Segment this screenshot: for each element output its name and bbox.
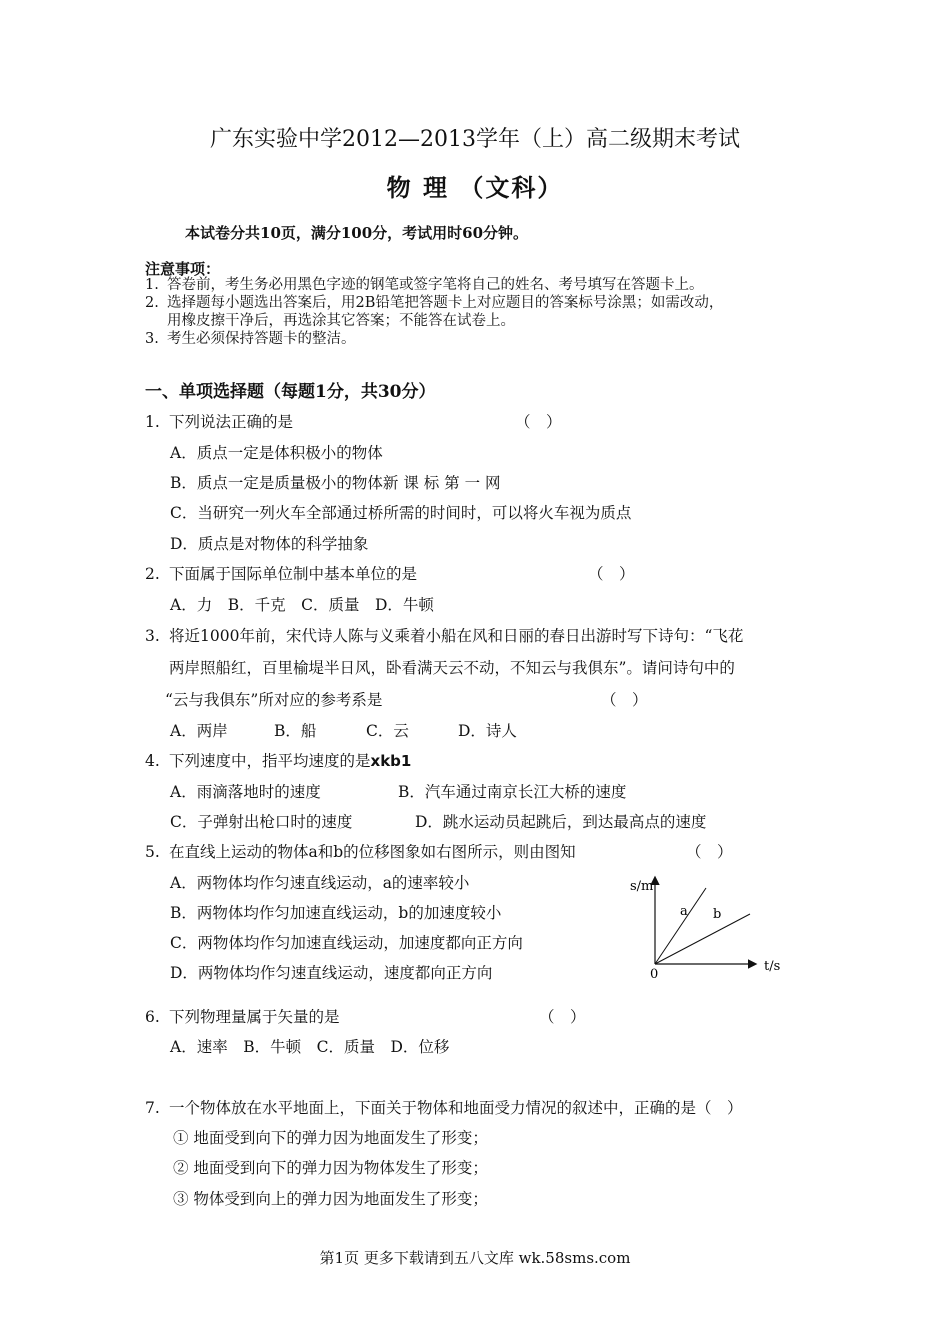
option: B．船 [274,722,317,740]
option: D．两物体均作匀速直线运动，速度都向正方向 [170,964,493,982]
option: A．质点一定是体积极小的物体 [170,444,383,462]
option: A．两岸 [170,722,228,740]
notes-title: 注意事项： [145,260,221,278]
question-1: 1. 下列说法正确的是 [145,413,294,431]
option: A．雨滴落地时的速度 [170,783,321,801]
question-3-line: 两岸照船红，百里榆堤半日风，卧看满天云不动，不知云与我俱东”。请问诗句中的 [169,659,735,677]
line-a [655,888,706,964]
question-4: 4. 下列速度中，指平均速度的是xkb1 [145,752,412,770]
option: C．两物体均作匀加速直线运动，加速度都向正方向 [170,934,523,952]
option: B．两物体均作匀加速直线运动，b的加速度较小 [170,904,502,922]
question-3: 3. 将近1000年前，宋代诗人陈与义乘着小船在风和日丽的春日出游时写下诗句：“飞花 [145,627,744,645]
question-5: 5. 在直线上运动的物体a和b的位移图象如右图所示，则由图知 [145,843,576,861]
option: D．质点是对物体的科学抽象 [170,535,369,553]
option: A．两物体均作匀速直线运动，a的速率较小 [170,874,470,892]
answer-paren: （ ） [686,843,733,861]
statement: ② 地面受到向下的弹力因为物体发生了形变； [173,1159,488,1177]
x-axis-label: t/s [764,959,781,974]
section-heading: 一、单项选择题（每题1分，共30分） [145,382,436,402]
note-item: 1. 答卷前，考生务必用黑色字迹的钢笔或签字笔将自己的姓名、考号填写在答题卡上。 [145,277,704,293]
option: A．速率 B．牛顿 C．质量 D．位移 [170,1038,450,1056]
option: B．汽车通过南京长江大桥的速度 [398,783,627,801]
answer-paren: （ ） [515,413,562,431]
answer-paren: （ ） [601,691,648,709]
note-item: 3. 考生必须保持答题卡的整洁。 [145,331,356,347]
statement: ① 地面受到向下的弹力因为地面发生了形变； [173,1129,488,1147]
option: C．云 [366,722,409,740]
note-item: 2. 选择题每小题选出答案后，用2B铅笔把答题卡上对应题目的答案标号涂黑；如需改动， [145,295,724,311]
note-item-continued: 用橡皮擦干净后，再选涂其它答案；不能答在试卷上。 [167,313,515,329]
exam-info: 本试卷分共10页，满分100分，考试用时60分钟。 [185,224,529,242]
watermark-tag: xkb1 [370,752,412,770]
question-7: 7. 一个物体放在水平地面上，下面关于物体和地面受力情况的叙述中，正确的是（ ） [145,1099,743,1117]
line-b [655,914,750,964]
answer-paren: （ ） [539,1008,586,1026]
option: D．跳水运动员起跳后，到达最高点的速度 [415,813,707,831]
question-3-line: “云与我俱东”所对应的参考系是 [165,691,383,709]
option: D．诗人 [458,722,517,740]
origin-label: 0 [650,967,659,982]
line-a-label: a [680,904,688,919]
option: A．力 B．千克 C．质量 D．牛顿 [170,596,434,614]
option: B．质点一定是质量极小的物体新 课 标 第 一 网 [170,474,501,492]
line-b-label: b [713,907,722,922]
option: C．子弹射出枪口时的速度 [170,813,353,831]
exam-title: 广东实验中学2012—2013学年（上）高二级期末考试 [210,127,740,152]
question-6: 6. 下列物理量属于矢量的是 [145,1008,340,1026]
question-2: 2. 下面属于国际单位制中基本单位的是 [145,565,418,583]
displacement-time-graph [620,872,800,982]
y-axis-label: s/m [630,879,654,894]
exam-subtitle: 物 理 （文科） [386,173,564,202]
answer-paren: （ ） [588,565,635,583]
option: C．当研究一列火车全部通过桥所需的时间时，可以将火车视为质点 [170,504,632,522]
statement: ③ 物体受到向上的弹力因为地面发生了形变； [173,1190,488,1208]
page-footer: 第1页 更多下载请到五八文库 wk.58sms.com [319,1249,631,1267]
